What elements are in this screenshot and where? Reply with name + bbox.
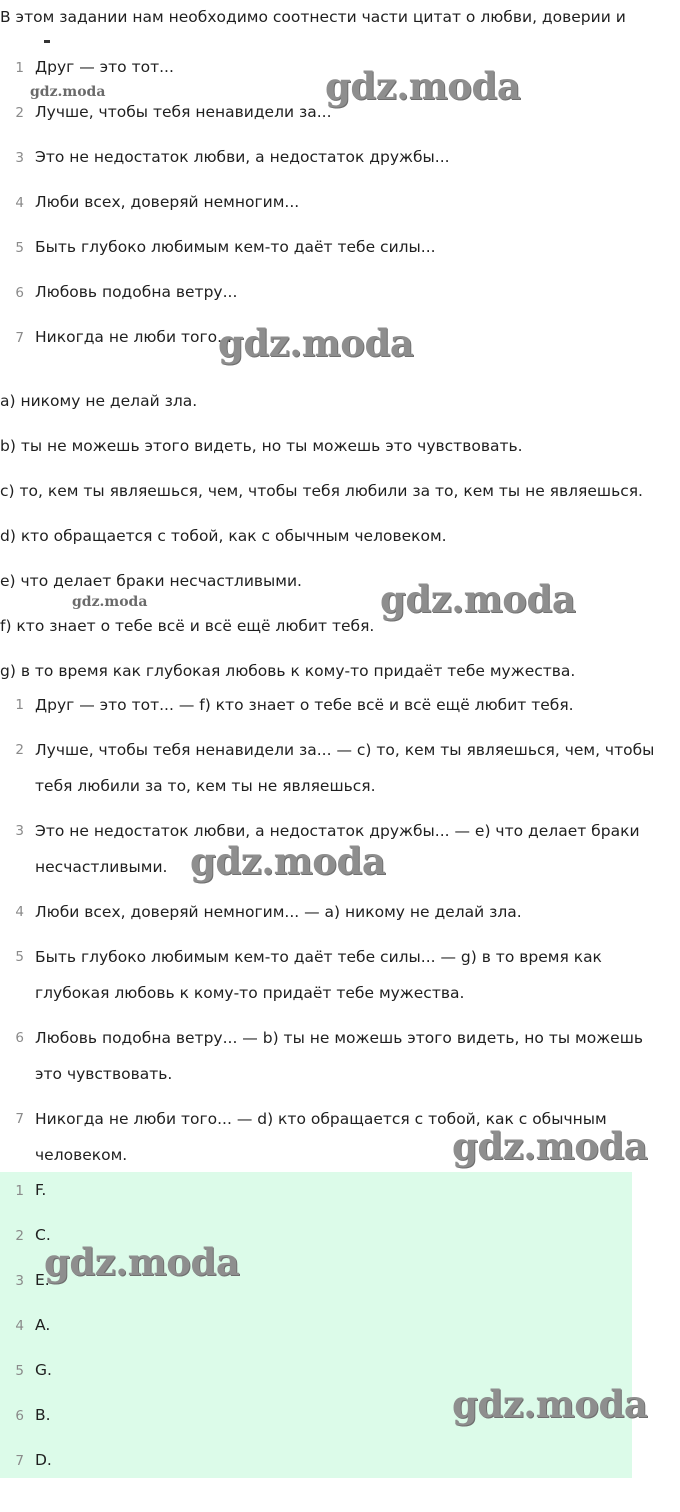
item-number: 2: [15, 1228, 24, 1244]
clipped-line-fragment: [44, 40, 50, 43]
key-letter: B.: [35, 1406, 51, 1424]
intro-text: В этом задании нам необходимо соотнести части цитат о любви, доверии и: [0, 8, 626, 26]
item-number: 3: [15, 1273, 24, 1289]
ending-f: f) кто знает о тебе всё и всё ещё любит тебя.: [0, 617, 375, 635]
item-text: Любовь подобна ветру... — b) ты не можешь этого видеть, но ты можешь это чувствовать.: [35, 1029, 644, 1083]
watermark: gdz.moda: [44, 1240, 240, 1284]
item-number: 4: [15, 195, 24, 211]
watermark: gdz.moda: [452, 1124, 648, 1168]
ending-b: b) ты не можешь этого видеть, но ты можешь это чувствовать.: [0, 437, 523, 455]
item-number: 1: [15, 60, 24, 76]
item-number: 4: [15, 904, 24, 920]
watermark: gdz.moda: [452, 1382, 648, 1426]
item-number: 6: [15, 285, 24, 301]
item-number: 7: [15, 330, 24, 346]
item-text: Быть глубоко любимым кем-то даёт тебе силы...: [35, 238, 436, 256]
key-letter: A.: [35, 1316, 51, 1334]
item-text: Люби всех, доверяй немногим... — a) никому не делай зла.: [35, 903, 522, 921]
key-letter: G.: [35, 1361, 52, 1379]
item-number: 1: [15, 697, 24, 713]
item-text: Друг — это тот... — f) кто знает о тебе всё и всё ещё любит тебя.: [35, 696, 574, 714]
key-letter: E.: [35, 1271, 50, 1289]
ending-e: e) что делает браки несчастливыми.: [0, 572, 302, 590]
item-number: 7: [15, 1111, 24, 1127]
watermark: gdz.moda: [190, 839, 386, 883]
key-letter: C.: [35, 1226, 51, 1244]
item-text: Люби всех, доверяй немногим...: [35, 193, 300, 211]
item-text: Любовь подобна ветру...: [35, 283, 238, 301]
item-number: 2: [15, 105, 24, 121]
watermark: gdz.moda: [325, 64, 521, 108]
item-number: 5: [15, 240, 24, 256]
item-number: 3: [15, 823, 24, 839]
watermark-small: gdz.moda: [30, 84, 106, 100]
watermark-small: gdz.moda: [72, 594, 148, 610]
item-number: 7: [15, 1453, 24, 1469]
item-number: 6: [15, 1408, 24, 1424]
item-number: 4: [15, 1318, 24, 1334]
item-text: Никогда не люби того...: [35, 328, 232, 346]
item-number: 2: [15, 742, 24, 758]
ending-a: a) никому не делай зла.: [0, 392, 198, 410]
ending-c: c) то, кем ты являешься, чем, чтобы тебя любили за то, кем ты не являешься.: [0, 482, 643, 500]
watermark: gdz.moda: [218, 321, 414, 365]
item-number: 3: [15, 150, 24, 166]
item-text: Лучше, чтобы тебя ненавидели за... — c) то, кем ты являешься, чем, чтобы тебя любили за то, кем ты не являешься.: [35, 741, 655, 795]
item-text: Быть глубоко любимым кем-то даёт тебе силы... — g) в то время как глубокая любовь к кому-то придаёт тебе мужества.: [35, 948, 602, 1002]
ending-d: d) кто обращается с тобой, как с обычным человеком.: [0, 527, 447, 545]
item-number: 5: [15, 1363, 24, 1379]
watermark: gdz.moda: [380, 577, 576, 621]
key-letter: D.: [35, 1451, 52, 1469]
item-number: 1: [15, 1183, 24, 1199]
key-letter: F.: [35, 1181, 47, 1199]
item-text: Это не недостаток любви, а недостаток дружбы...: [35, 148, 450, 166]
item-text: Лучше, чтобы тебя ненавидели за...: [35, 103, 332, 121]
item-number: 5: [15, 949, 24, 965]
item-text: Друг — это тот...: [35, 58, 174, 76]
item-number: 6: [15, 1030, 24, 1046]
item-text: Никогда не люби того... — d) кто обращается с тобой, как с обычным человеком.: [35, 1110, 607, 1164]
item-text: Это не недостаток любви, а недостаток дружбы... — e) что делает браки несчастливыми.: [35, 822, 640, 876]
ending-g: g) в то время как глубокая любовь к кому-то придаёт тебе мужества.: [0, 662, 576, 680]
